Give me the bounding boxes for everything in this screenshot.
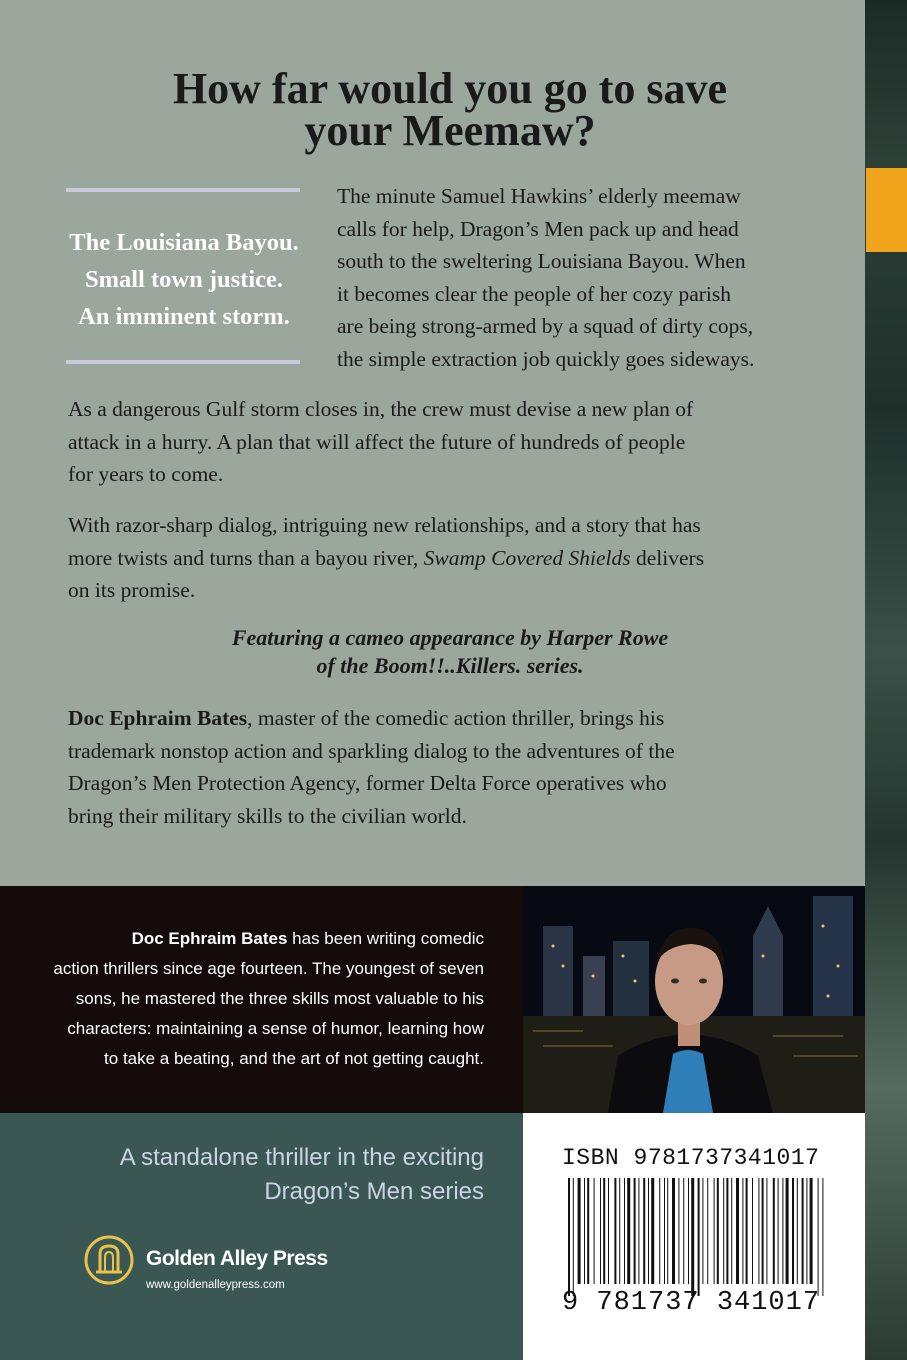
golden-alley-logo-icon bbox=[83, 1234, 135, 1286]
author-photo bbox=[523, 886, 865, 1113]
tagline-top-rule bbox=[66, 188, 300, 192]
series-note: A standalone thriller in the exciting Dragon’s Men series bbox=[119, 1144, 484, 1205]
publisher-name: Golden Alley Press bbox=[146, 1247, 328, 1270]
isbn-digits: 9 781737 341017 bbox=[562, 1288, 821, 1318]
bio-author-name: Doc Ephraim Bates bbox=[131, 929, 288, 948]
headline: How far would you go to save your Meemaw? bbox=[172, 64, 728, 155]
author-photo-illustration bbox=[523, 886, 865, 1113]
tagline-bottom-rule bbox=[66, 360, 300, 364]
storm-paragraph: As a dangerous Gulf storm closes in, the crew must devise a new plan of attack in a hurry. A plan that will affect the future of hundreds of people for years to come. bbox=[68, 397, 694, 486]
cameo-note: Featuring a cameo appearance by Harper Rowe of the Boom!!..Killers. series. bbox=[231, 625, 669, 678]
book-title: Swamp Covered Shields bbox=[423, 545, 631, 570]
isbn-label: ISBN 9781737341017 bbox=[562, 1145, 820, 1171]
author-name: Doc Ephraim Bates bbox=[68, 706, 248, 730]
spine-accent-stripe bbox=[866, 168, 907, 252]
praise-paragraph: With razor-sharp dialog, intriguing new relationships, and a story that has more twists and turns than a bayou river, Swamp Covered Shields delivers on its promise. bbox=[68, 513, 705, 602]
author-bio: Doc Ephraim Bates has been writing comedic action thrillers since age fourteen. The youngest of seven sons, he mastered the three skills most valuable to his characters: maintaining a sense of humor, learning how to take a beating, and the art of not getting caught. bbox=[53, 929, 484, 1068]
author-paragraph: Doc Ephraim Bates, master of the comedic action thriller, brings his trademark nonstop action and sparkling dialog to the adventures of the Dragon’s Men Protection Agency, former Delta Force operatives who bring their military skills to the civilian world. bbox=[68, 706, 675, 828]
publisher-url[interactable]: www.goldenalleypress.com bbox=[146, 1279, 285, 1291]
blurb-paragraph: The minute Samuel Hawkins’ elderly meemaw calls for help, Dragon’s Men pack up and head south to the sweltering Louisiana Bayou. When it becomes clear the people of her cozy parish are being strong-armed by a squad of dirty cops, the simple extraction job quickly goes sideways. bbox=[337, 184, 755, 371]
tagline: The Louisiana Bayou. Small town justice. An imminent storm. bbox=[69, 229, 299, 330]
